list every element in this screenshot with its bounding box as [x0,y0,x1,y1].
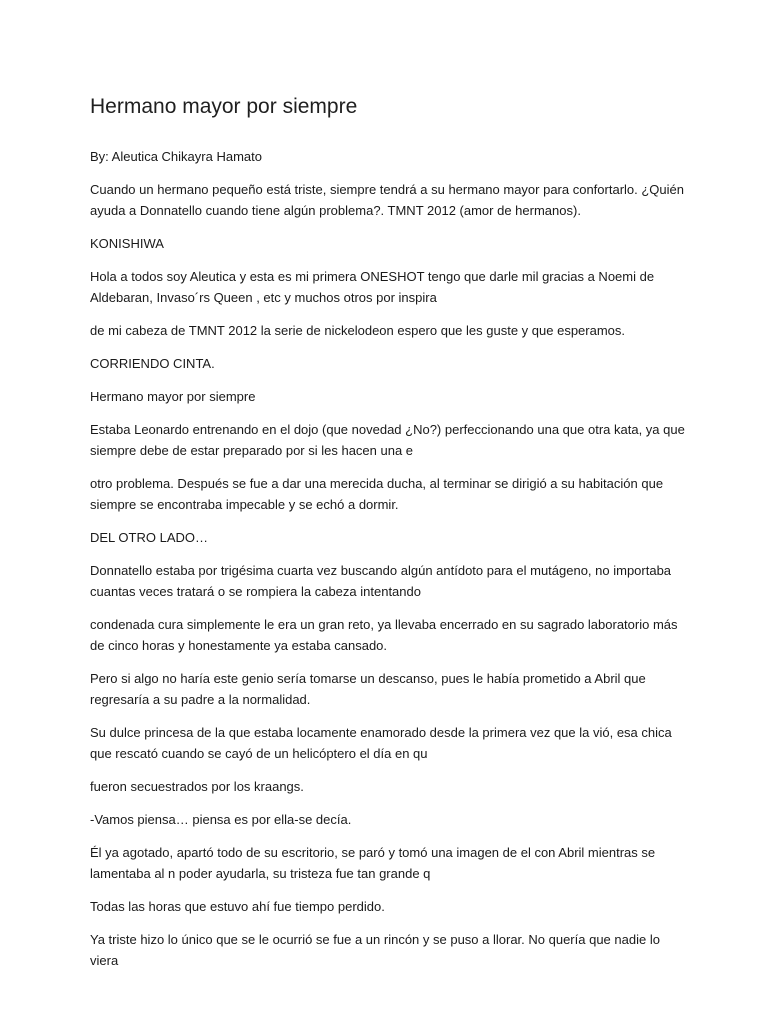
intro-paragraph: Hola a todos soy Aleutica y esta es mi primera ONESHOT tengo que darle mil gracias a Noemi de Aldebaran, Invaso´rs Queen , etc y muchos otros por inspira [90,269,655,305]
story-paragraph: Ya triste hizo lo único que se le ocurrió se fue a un rincón y se puso a llorar. No quería que nadie lo viera [90,932,660,968]
summary-paragraph: Cuando un hermano pequeño está triste, siempre tendrá a su hermano mayor para confortarlo. ¿Quién ayuda a Donnatello cuando tiene algún problema?. TMNT 2012 (amor de hermanos). [90,182,685,218]
document-title: Hermano mayor por siempre [90,95,358,118]
story-paragraph: Él ya agotado, apartó todo de su escritorio, se paró y tomó una imagen de el con Abril mientras se lamentaba al n poder ayudarla, su tristeza fue tan grande q [90,845,656,881]
story-paragraph: condenada cura simplemente le era un gran reto, ya llevaba encerrado en su sagrado laboratorio más de cinco horas y honestamente ya estaba cansado. [90,617,678,653]
dialogue-line: -Vamos piensa… piensa es por ella-se decía. [90,812,352,827]
story-paragraph: fueron secuestrados por los kraangs. [90,779,304,794]
story-paragraph: Su dulce princesa de la que estaba locamente enamorado desde la primera vez que la vió, esa chica que rescató cuando se cayó de un helicóptero el día en qu [90,725,672,761]
greeting-paragraph: KONISHIWA [90,236,164,251]
story-paragraph: Todas las horas que estuvo ahí fue tiempo perdido. [90,899,385,914]
story-paragraph: Donnatello estaba por trigésima cuarta vez buscando algún antídoto para el mutágeno, no importaba cuantas veces tratará o se rompiera la cabeza intentando [90,563,672,599]
section-marker: CORRIENDO CINTA. [90,356,215,371]
author-line: By: Aleutica Chikayra Hamato [90,149,262,164]
story-paragraph: Pero si algo no haría este genio sería tomarse un descanso, pues le había prometido a Abril que regresaría a su padre a la normalidad. [90,671,646,707]
section-marker: DEL OTRO LADO… [90,530,208,545]
story-paragraph: Estaba Leonardo entrenando en el dojo (que novedad ¿No?) perfeccionando una que otra kata, ya que siempre debe de estar preparado por si les hacen una e [90,422,685,458]
document-page [90,92,690,983]
story-heading: Hermano mayor por siempre [90,389,256,404]
story-paragraph: otro problema. Después se fue a dar una merecida ducha, al terminar se dirigió a su habitación que siempre se encontraba impecable y se echó a dormir. [90,476,664,512]
intro-continuation-paragraph: de mi cabeza de TMNT 2012 la serie de nickelodeon espero que les guste y que esperamos. [90,323,626,338]
